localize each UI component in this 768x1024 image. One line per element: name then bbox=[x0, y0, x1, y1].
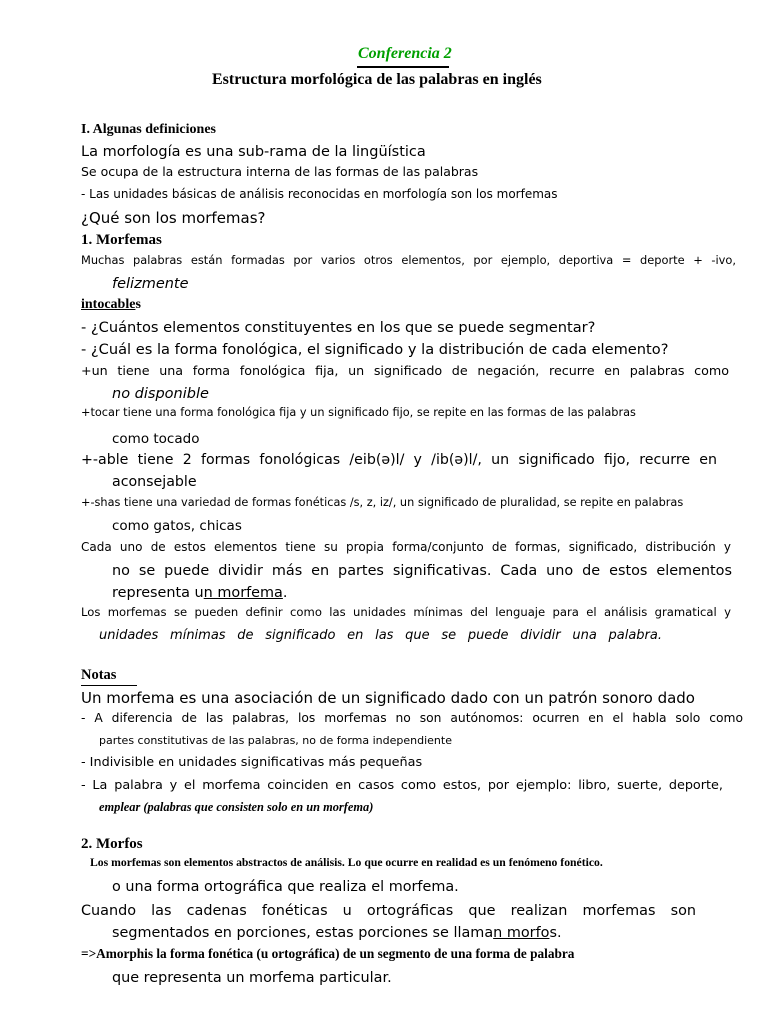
text-line: partes constitutivas de las palabras, no de forma independiente bbox=[99, 734, 452, 747]
example-word: no disponible bbox=[112, 386, 209, 402]
text-line bbox=[112, 585, 287, 601]
text-line: como tocado bbox=[112, 431, 200, 447]
text-line: que representa un morfema particular. bbox=[112, 970, 392, 986]
text-line: no se puede dividir más en partes significativas. Cada uno de estos elementos bbox=[112, 563, 732, 579]
text-span: n morfema bbox=[203, 585, 283, 601]
text-line: La morfología es una sub-rama de la lingüística bbox=[81, 144, 426, 160]
text-line: =>Amorphis la forma fonética (u ortográfica) de un segmento de una forma de palabra bbox=[81, 946, 575, 961]
text-line bbox=[112, 925, 562, 941]
text-line: aconsejable bbox=[112, 474, 197, 490]
text-line: Los morfemas son elementos abstractos de análisis. Lo que ocurre en realidad es un fenómeno fonético. bbox=[90, 856, 603, 869]
section-heading-morfos: 2. Morfos bbox=[81, 836, 143, 852]
text-line: +un tiene una forma fonológica fija, un significado de negación, recurre en palabras como bbox=[81, 363, 729, 378]
question-heading: ¿Qué son los morfemas? bbox=[81, 209, 266, 227]
section-heading-definitions: I. Algunas definiciones bbox=[81, 122, 216, 137]
text-line: +-shas tiene una variedad de formas fonéticas /s, z, iz/, un significado de pluralidad, se repite en palabras bbox=[81, 496, 684, 509]
text-span: s. bbox=[549, 925, 562, 941]
text-line: - La palabra y el morfema coinciden en casos como estos, por ejemplo: libro, suerte, deporte, bbox=[81, 778, 723, 793]
document-title: Estructura morfológica de las palabras en inglés bbox=[212, 71, 542, 88]
question-line: - ¿Cuál es la forma fonológica, el significado y la distribución de cada elemento? bbox=[81, 341, 669, 358]
text-line: Cuando las cadenas fonéticas u ortográficas que realizan morfemas son bbox=[81, 903, 696, 919]
text-line: Un morfema es una asociación de un significado dado con un patrón sonoro dado bbox=[81, 689, 695, 707]
text-span: segmentados en porciones, estas porciones se llama bbox=[112, 925, 494, 941]
example-word: felizmente bbox=[112, 276, 189, 292]
text-span: . bbox=[282, 585, 288, 601]
notes-label: Notas bbox=[81, 667, 117, 683]
lecture-label: Conferencia 2 bbox=[358, 45, 452, 62]
text-line: emplear (palabras que consisten solo en un morfema) bbox=[99, 800, 374, 814]
notes-underline bbox=[81, 685, 137, 686]
text-span: representa u bbox=[112, 585, 204, 601]
notes-heading bbox=[81, 667, 116, 684]
text-line: Se ocupa de la estructura interna de las formas de las palabras bbox=[81, 164, 479, 179]
text-line: como gatos, chicas bbox=[112, 518, 242, 534]
text-line: - Las unidades básicas de análisis reconocidas en morfología son los morfemas bbox=[81, 187, 558, 201]
question-line: - ¿Cuántos elementos constituyentes en los que se puede segmentar? bbox=[81, 319, 596, 336]
text-line: +tocar tiene una forma fonológica fija y un significado fijo, se repite en las formas de las palabras bbox=[81, 406, 636, 419]
lecture-underline bbox=[357, 66, 449, 68]
text-span: n morfo bbox=[493, 925, 550, 941]
text-span: s bbox=[135, 297, 141, 312]
definition-line: unidades mínimas de significado en las que se puede dividir una palabra. bbox=[99, 628, 662, 643]
text-span: intocable bbox=[81, 297, 136, 312]
text-line: Muchas palabras están formadas por varios otros elementos, por ejemplo, deportiva = deporte + -ivo, bbox=[81, 253, 736, 267]
section-heading-morfemas: 1. Morfemas bbox=[81, 232, 162, 248]
text-line: - Indivisible en unidades significativas más pequeñas bbox=[81, 755, 423, 770]
text-line: +-able tiene 2 formas fonológicas /eib(ə)l/ y /ib(ə)l/, un significado fijo, recurre en bbox=[81, 452, 717, 468]
text-line: - A diferencia de las palabras, los morfemas no son autónomos: ocurren en el habla solo como bbox=[81, 711, 743, 725]
text-line: Cada uno de estos elementos tiene su propia forma/conjunto de formas, significado, distribución y bbox=[81, 540, 731, 554]
text-line: Los morfemas se pueden definir como las unidades mínimas del lenguaje para el análisis gramatical y bbox=[81, 605, 731, 619]
text-line: o una forma ortográfica que realiza el morfema. bbox=[112, 879, 459, 895]
example-word-intocables bbox=[81, 297, 141, 313]
